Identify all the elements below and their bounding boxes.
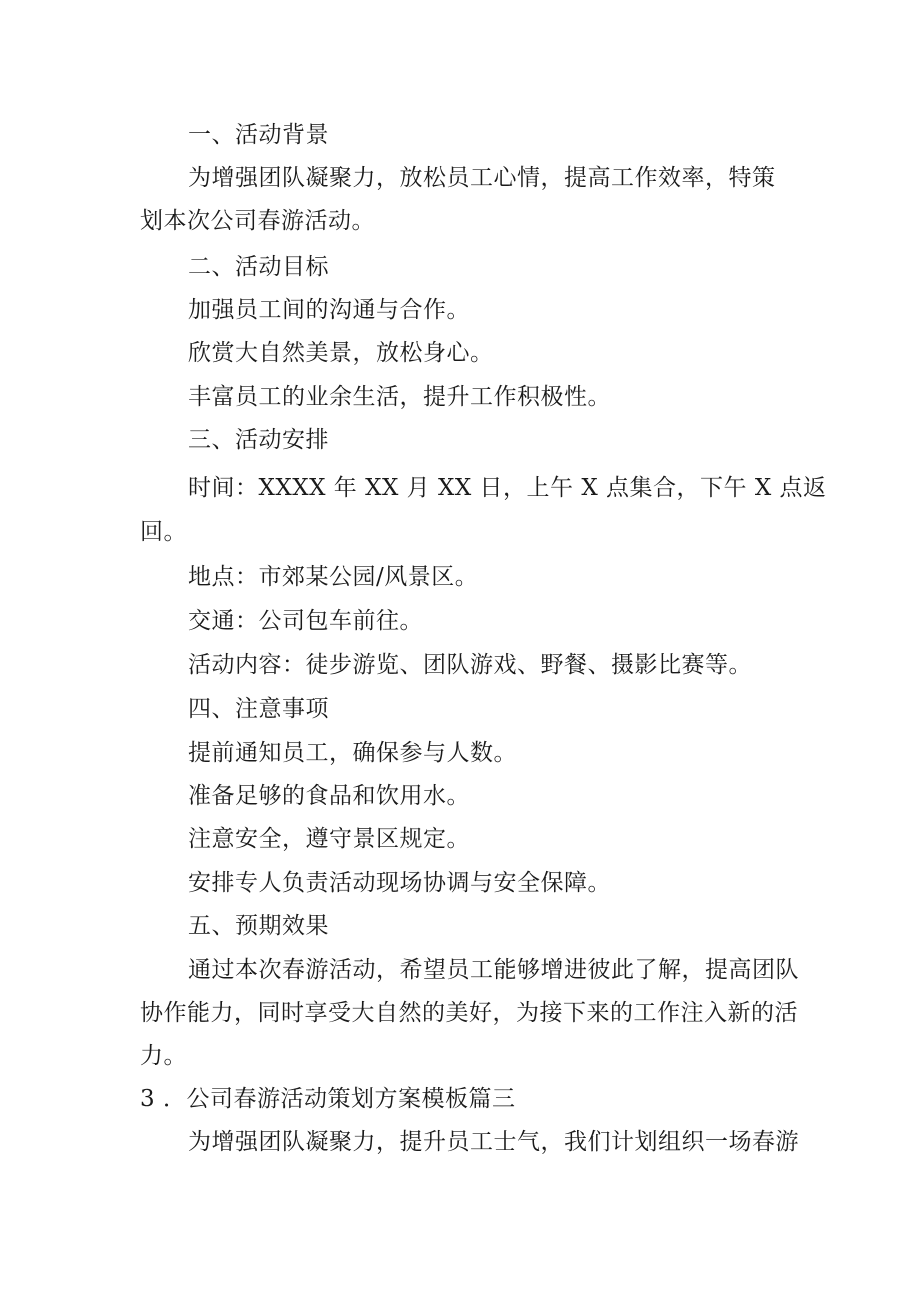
list-item: 丰富员工的业余生活，提升工作积极性。 <box>188 384 611 410</box>
list-item: 交通：公司包车前往。 <box>188 608 423 634</box>
list-item: 准备足够的食品和饮用水。 <box>188 783 470 809</box>
section-heading-goals: 二、活动目标 <box>188 254 329 280</box>
paragraph-line: 为增强团队凝聚力，提升员工士气，我们计划组织一场春游 <box>188 1129 799 1155</box>
section-heading-effect: 五、预期效果 <box>188 913 329 939</box>
list-item: 活动内容：徒步游览、团队游戏、野餐、摄影比赛等。 <box>188 652 752 678</box>
section-heading-notes: 四、注意事项 <box>188 696 329 722</box>
list-item: 安排专人负责活动现场协调与安全保障。 <box>188 870 611 896</box>
section-title: 3 ．公司春游活动策划方案模板篇三 <box>140 1086 516 1112</box>
list-item: 欣赏大自然美景，放松身心。 <box>188 340 494 366</box>
section-heading-arrangement: 三、活动安排 <box>188 427 329 453</box>
paragraph-line: 回。 <box>140 519 187 545</box>
paragraph-line: 力。 <box>140 1043 187 1069</box>
paragraph-line: 协作能力，同时享受大自然的美好，为接下来的工作注入新的活 <box>140 1000 798 1026</box>
paragraph-line: 划本次公司春游活动。 <box>140 208 375 234</box>
paragraph-line: 为增强团队凝聚力，放松员工心情，提高工作效率，特策 <box>188 165 776 191</box>
section-heading-background: 一、活动背景 <box>188 122 329 148</box>
list-item: 地点：市郊某公园/风景区。 <box>188 564 479 590</box>
list-item: 注意安全，遵守景区规定。 <box>188 826 470 852</box>
paragraph-line: 通过本次春游活动，希望员工能够增进彼此了解，提高团队 <box>188 957 799 983</box>
list-item: 加强员工间的沟通与合作。 <box>188 297 470 323</box>
list-item: 提前通知员工，确保参与人数。 <box>188 740 517 766</box>
paragraph-line: 时间：XXXX 年 XX 月 XX 日，上午 X 点集合，下午 X 点返 <box>188 475 827 501</box>
